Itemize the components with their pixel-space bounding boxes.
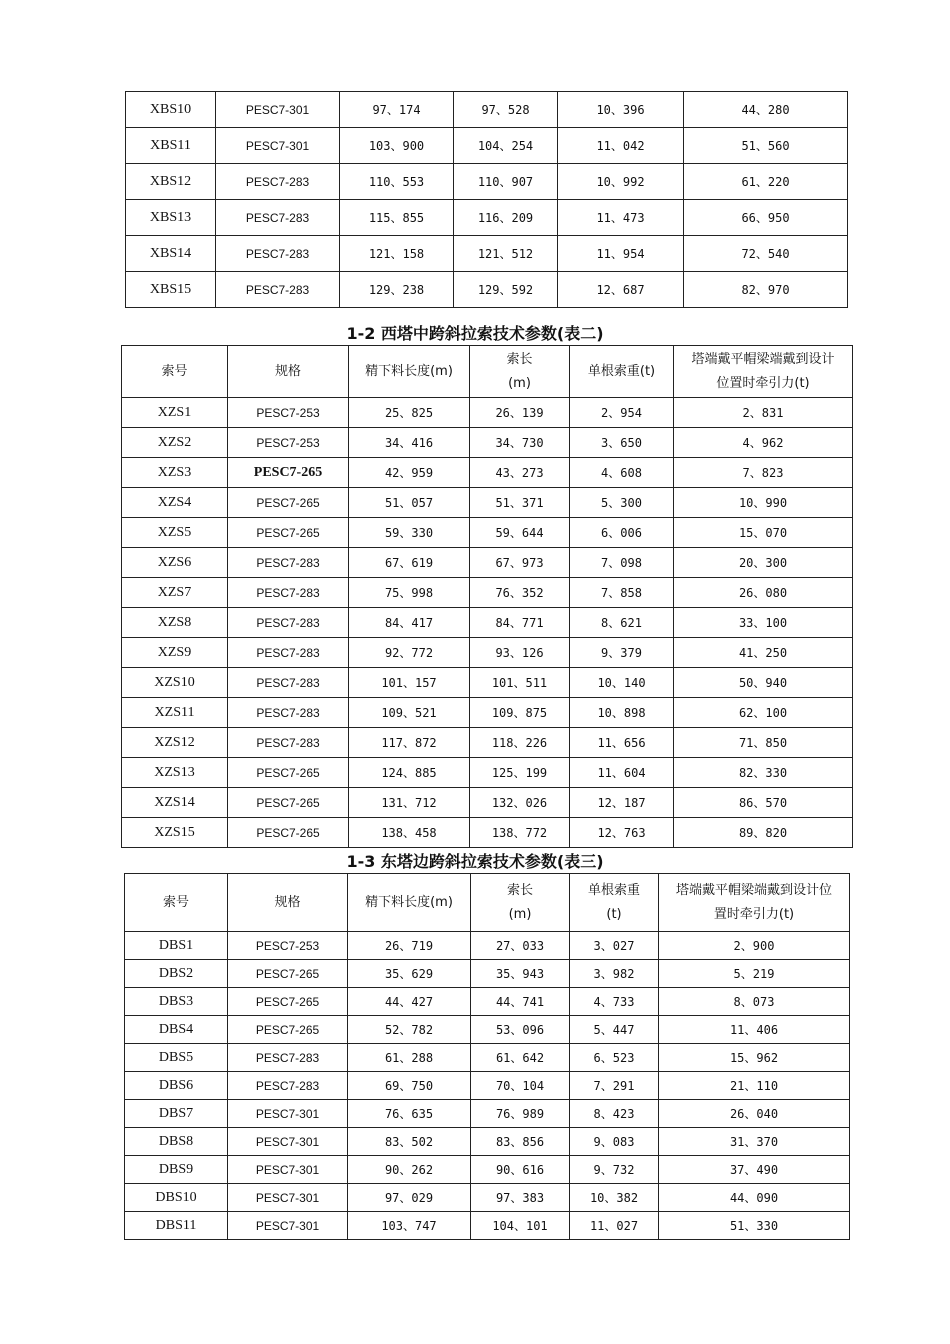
cell-cable-no: XZS15 bbox=[122, 818, 228, 848]
cell-cable-length: 34、730 bbox=[470, 428, 570, 458]
cell-unit-weight: 3、982 bbox=[570, 960, 659, 988]
cell-traction-force: 44、090 bbox=[659, 1184, 850, 1212]
table-row bbox=[122, 548, 853, 578]
cell-cable-no: XZS9 bbox=[122, 638, 228, 668]
cell-unit-weight: 3、650 bbox=[570, 428, 674, 458]
xzs-cable-table bbox=[121, 345, 853, 848]
cell-cable-length: 76、989 bbox=[471, 1100, 570, 1128]
cell-spec: PESC7-283 bbox=[228, 698, 349, 728]
table3-header-row bbox=[125, 874, 850, 932]
cell-traction-force: 61、220 bbox=[684, 164, 848, 200]
cell-unit-weight: 11、954 bbox=[558, 236, 684, 272]
header-cut-length: 精下料长度(m) bbox=[349, 346, 470, 398]
cell-cable-length: 104、254 bbox=[454, 128, 558, 164]
cell-spec: PESC7-283 bbox=[228, 578, 349, 608]
header-unit-weight: 单根索重(t) bbox=[570, 346, 674, 398]
cell-spec: PESC7-301 bbox=[228, 1100, 348, 1128]
cell-traction-force: 26、080 bbox=[674, 578, 853, 608]
table-row bbox=[122, 758, 853, 788]
cell-traction-force: 15、070 bbox=[674, 518, 853, 548]
table-row bbox=[126, 92, 848, 128]
cell-traction-force: 72、540 bbox=[684, 236, 848, 272]
cell-traction-force: 50、940 bbox=[674, 668, 853, 698]
cell-cable-no: XZS11 bbox=[122, 698, 228, 728]
cell-spec: PESC7-265 bbox=[228, 458, 349, 488]
cell-spec: PESC7-301 bbox=[216, 128, 340, 164]
cell-cable-length: 26、139 bbox=[470, 398, 570, 428]
cell-spec: PESC7-265 bbox=[228, 488, 349, 518]
cell-cable-no: XZS4 bbox=[122, 488, 228, 518]
cell-unit-weight: 9、732 bbox=[570, 1156, 659, 1184]
cell-traction-force: 8、073 bbox=[659, 988, 850, 1016]
cell-cable-no: XBS13 bbox=[126, 200, 216, 236]
cell-cut-length: 121、158 bbox=[340, 236, 454, 272]
table-row bbox=[125, 988, 850, 1016]
cell-unit-weight: 4、608 bbox=[570, 458, 674, 488]
table-row bbox=[122, 698, 853, 728]
cell-unit-weight: 7、858 bbox=[570, 578, 674, 608]
cell-unit-weight: 6、523 bbox=[570, 1044, 659, 1072]
cell-cut-length: 110、553 bbox=[340, 164, 454, 200]
cell-cable-length: 51、371 bbox=[470, 488, 570, 518]
cell-spec: PESC7-283 bbox=[228, 608, 349, 638]
cell-cable-length: 97、528 bbox=[454, 92, 558, 128]
cell-cable-no: DBS5 bbox=[125, 1044, 228, 1072]
cell-spec: PESC7-265 bbox=[228, 1016, 348, 1044]
table-row bbox=[126, 236, 848, 272]
header-cut-length: 精下料长度(m) bbox=[348, 874, 471, 932]
cell-cable-length: 83、856 bbox=[471, 1128, 570, 1156]
table-row bbox=[126, 128, 848, 164]
cell-traction-force: 82、330 bbox=[674, 758, 853, 788]
table-row bbox=[126, 164, 848, 200]
cell-traction-force: 20、300 bbox=[674, 548, 853, 578]
header-cable-length bbox=[471, 874, 570, 932]
cell-cable-length: 110、907 bbox=[454, 164, 558, 200]
cell-cut-length: 97、029 bbox=[348, 1184, 471, 1212]
cell-cable-no: DBS7 bbox=[125, 1100, 228, 1128]
cell-traction-force: 10、990 bbox=[674, 488, 853, 518]
cell-cut-length: 84、417 bbox=[349, 608, 470, 638]
cell-unit-weight: 11、473 bbox=[558, 200, 684, 236]
cell-spec: PESC7-283 bbox=[228, 728, 349, 758]
table-row bbox=[122, 788, 853, 818]
cell-unit-weight: 12、187 bbox=[570, 788, 674, 818]
cell-cut-length: 124、885 bbox=[349, 758, 470, 788]
table-row bbox=[122, 728, 853, 758]
cell-traction-force: 2、900 bbox=[659, 932, 850, 960]
cell-unit-weight: 9、083 bbox=[570, 1128, 659, 1156]
cell-traction-force: 62、100 bbox=[674, 698, 853, 728]
cell-spec: PESC7-301 bbox=[228, 1156, 348, 1184]
cell-cable-no: XZS2 bbox=[122, 428, 228, 458]
cell-cable-no: XZS13 bbox=[122, 758, 228, 788]
cell-cable-no: XZS8 bbox=[122, 608, 228, 638]
cell-cable-no: XZS5 bbox=[122, 518, 228, 548]
cell-spec: PESC7-301 bbox=[228, 1128, 348, 1156]
header-traction-line2: 位置时牵引力(t) bbox=[716, 375, 810, 391]
cell-cable-length: 121、512 bbox=[454, 236, 558, 272]
cell-spec: PESC7-283 bbox=[228, 668, 349, 698]
cell-cable-length: 116、209 bbox=[454, 200, 558, 236]
cell-cable-length: 53、096 bbox=[471, 1016, 570, 1044]
cell-unit-weight: 11、042 bbox=[558, 128, 684, 164]
cell-cut-length: 109、521 bbox=[349, 698, 470, 728]
cell-unit-weight: 2、954 bbox=[570, 398, 674, 428]
cell-spec: PESC7-265 bbox=[228, 518, 349, 548]
dbs-cable-table bbox=[124, 873, 850, 1240]
header-cable-length-line2: (m) bbox=[508, 375, 531, 391]
cell-cut-length: 69、750 bbox=[348, 1072, 471, 1100]
cell-unit-weight: 5、447 bbox=[570, 1016, 659, 1044]
table-row bbox=[122, 428, 853, 458]
cell-cut-length: 26、719 bbox=[348, 932, 471, 960]
cell-cable-length: 138、772 bbox=[470, 818, 570, 848]
cell-cut-length: 42、959 bbox=[349, 458, 470, 488]
cell-cable-no: XBS15 bbox=[126, 272, 216, 308]
cell-cable-no: DBS4 bbox=[125, 1016, 228, 1044]
cell-spec: PESC7-265 bbox=[228, 758, 349, 788]
cell-traction-force: 66、950 bbox=[684, 200, 848, 236]
cell-traction-force: 31、370 bbox=[659, 1128, 850, 1156]
cell-unit-weight: 5、300 bbox=[570, 488, 674, 518]
cell-traction-force: 21、110 bbox=[659, 1072, 850, 1100]
header-cable-length-line1: 索长 bbox=[506, 351, 533, 367]
cell-cut-length: 25、825 bbox=[349, 398, 470, 428]
cell-spec: PESC7-283 bbox=[216, 164, 340, 200]
table-row bbox=[125, 1072, 850, 1100]
cell-traction-force: 11、406 bbox=[659, 1016, 850, 1044]
cell-cable-length: 27、033 bbox=[471, 932, 570, 960]
header-spec: 规格 bbox=[228, 874, 348, 932]
cell-cable-length: 132、026 bbox=[470, 788, 570, 818]
table-row bbox=[125, 1128, 850, 1156]
cell-traction-force: 2、831 bbox=[674, 398, 853, 428]
cell-spec: PESC7-253 bbox=[228, 398, 349, 428]
cell-cable-length: 118、226 bbox=[470, 728, 570, 758]
cell-unit-weight: 4、733 bbox=[570, 988, 659, 1016]
table2-title: 1-2 西塔中跨斜拉索技术参数(表二) bbox=[346, 324, 604, 343]
cell-cable-length: 76、352 bbox=[470, 578, 570, 608]
cell-cable-length: 59、644 bbox=[470, 518, 570, 548]
cell-cut-length: 103、747 bbox=[348, 1212, 471, 1240]
cell-unit-weight: 10、992 bbox=[558, 164, 684, 200]
cell-cable-length: 61、642 bbox=[471, 1044, 570, 1072]
cell-spec: PESC7-283 bbox=[216, 200, 340, 236]
table-row bbox=[122, 398, 853, 428]
cell-cable-length: 67、973 bbox=[470, 548, 570, 578]
cell-cable-length: 104、101 bbox=[471, 1212, 570, 1240]
cell-cable-no: XBS12 bbox=[126, 164, 216, 200]
table-row bbox=[125, 1212, 850, 1240]
cell-traction-force: 44、280 bbox=[684, 92, 848, 128]
cell-cut-length: 67、619 bbox=[349, 548, 470, 578]
cell-unit-weight: 7、098 bbox=[570, 548, 674, 578]
cell-cable-no: XZS14 bbox=[122, 788, 228, 818]
cell-spec: PESC7-283 bbox=[228, 1072, 348, 1100]
header-unit-weight-line2: (t) bbox=[606, 906, 622, 922]
cell-traction-force: 41、250 bbox=[674, 638, 853, 668]
cell-spec: PESC7-283 bbox=[228, 1044, 348, 1072]
table3-title: 1-3 东塔边跨斜拉索技术参数(表三) bbox=[346, 852, 604, 871]
cell-cut-length: 97、174 bbox=[340, 92, 454, 128]
cell-unit-weight: 12、687 bbox=[558, 272, 684, 308]
cell-unit-weight: 6、006 bbox=[570, 518, 674, 548]
cell-cable-no: XBS14 bbox=[126, 236, 216, 272]
cell-unit-weight: 9、379 bbox=[570, 638, 674, 668]
cell-traction-force: 82、970 bbox=[684, 272, 848, 308]
cell-traction-force: 26、040 bbox=[659, 1100, 850, 1128]
cell-unit-weight: 11、027 bbox=[570, 1212, 659, 1240]
cell-cut-length: 75、998 bbox=[349, 578, 470, 608]
table-row bbox=[125, 1184, 850, 1212]
cell-spec: PESC7-301 bbox=[228, 1212, 348, 1240]
table2-header-row bbox=[122, 346, 853, 398]
cell-unit-weight: 7、291 bbox=[570, 1072, 659, 1100]
cell-traction-force: 33、100 bbox=[674, 608, 853, 638]
cell-unit-weight: 11、604 bbox=[570, 758, 674, 788]
cell-spec: PESC7-253 bbox=[228, 428, 349, 458]
xbs-cable-table bbox=[125, 91, 848, 308]
cell-cut-length: 44、427 bbox=[348, 988, 471, 1016]
header-traction-line1: 塔端戴平帽梁端戴到设计位 bbox=[675, 882, 832, 898]
cell-cut-length: 83、502 bbox=[348, 1128, 471, 1156]
cell-unit-weight: 8、423 bbox=[570, 1100, 659, 1128]
cell-cable-length: 97、383 bbox=[471, 1184, 570, 1212]
header-cable-length-line1: 索长 bbox=[506, 882, 533, 898]
cell-cable-no: XZS10 bbox=[122, 668, 228, 698]
table-row bbox=[125, 932, 850, 960]
table-row bbox=[122, 608, 853, 638]
cell-traction-force: 51、330 bbox=[659, 1212, 850, 1240]
header-cable-no: 索号 bbox=[122, 346, 228, 398]
cell-traction-force: 15、962 bbox=[659, 1044, 850, 1072]
cell-traction-force: 89、820 bbox=[674, 818, 853, 848]
cell-spec: PESC7-283 bbox=[216, 272, 340, 308]
cell-spec: PESC7-301 bbox=[216, 92, 340, 128]
cell-spec: PESC7-265 bbox=[228, 788, 349, 818]
cell-unit-weight: 10、382 bbox=[570, 1184, 659, 1212]
table-row bbox=[126, 272, 848, 308]
header-unit-weight bbox=[570, 874, 659, 932]
cell-cut-length: 101、157 bbox=[349, 668, 470, 698]
cell-cable-no: XZS3 bbox=[122, 458, 228, 488]
cell-unit-weight: 3、027 bbox=[570, 932, 659, 960]
cell-cable-no: XZS6 bbox=[122, 548, 228, 578]
cell-traction-force: 4、962 bbox=[674, 428, 853, 458]
cell-cable-no: DBS11 bbox=[125, 1212, 228, 1240]
cell-traction-force: 5、219 bbox=[659, 960, 850, 988]
cell-cable-length: 70、104 bbox=[471, 1072, 570, 1100]
cell-unit-weight: 10、396 bbox=[558, 92, 684, 128]
cell-cable-length: 109、875 bbox=[470, 698, 570, 728]
table-row bbox=[122, 518, 853, 548]
header-cable-length bbox=[470, 346, 570, 398]
cell-unit-weight: 11、656 bbox=[570, 728, 674, 758]
cell-traction-force: 71、850 bbox=[674, 728, 853, 758]
table-row bbox=[122, 488, 853, 518]
cell-spec: PESC7-253 bbox=[228, 932, 348, 960]
table-row bbox=[125, 1100, 850, 1128]
table-row bbox=[122, 578, 853, 608]
table-row bbox=[125, 1156, 850, 1184]
table-row bbox=[122, 638, 853, 668]
cell-cut-length: 51、057 bbox=[349, 488, 470, 518]
cell-traction-force: 51、560 bbox=[684, 128, 848, 164]
cell-traction-force: 37、490 bbox=[659, 1156, 850, 1184]
cell-spec: PESC7-283 bbox=[216, 236, 340, 272]
cell-spec: PESC7-283 bbox=[228, 638, 349, 668]
header-traction-line2: 置时牵引力(t) bbox=[713, 906, 795, 922]
cell-cut-length: 115、855 bbox=[340, 200, 454, 236]
cell-cable-no: XBS11 bbox=[126, 128, 216, 164]
table-row bbox=[125, 1016, 850, 1044]
cell-unit-weight: 10、140 bbox=[570, 668, 674, 698]
table-row bbox=[126, 200, 848, 236]
table-row bbox=[122, 668, 853, 698]
cell-spec: PESC7-265 bbox=[228, 960, 348, 988]
cell-cut-length: 34、416 bbox=[349, 428, 470, 458]
cell-cut-length: 117、872 bbox=[349, 728, 470, 758]
cell-traction-force: 7、823 bbox=[674, 458, 853, 488]
cell-cable-no: DBS9 bbox=[125, 1156, 228, 1184]
cell-cable-no: DBS2 bbox=[125, 960, 228, 988]
cell-cable-length: 35、943 bbox=[471, 960, 570, 988]
cell-cut-length: 90、262 bbox=[348, 1156, 471, 1184]
cell-cable-length: 129、592 bbox=[454, 272, 558, 308]
cell-cut-length: 76、635 bbox=[348, 1100, 471, 1128]
cell-cable-no: DBS1 bbox=[125, 932, 228, 960]
cell-cable-length: 93、126 bbox=[470, 638, 570, 668]
cell-cable-length: 44、741 bbox=[471, 988, 570, 1016]
cell-traction-force: 86、570 bbox=[674, 788, 853, 818]
cell-cable-no: XBS10 bbox=[126, 92, 216, 128]
header-traction-force bbox=[659, 874, 850, 932]
cell-cut-length: 35、629 bbox=[348, 960, 471, 988]
cell-unit-weight: 10、898 bbox=[570, 698, 674, 728]
cell-spec: PESC7-301 bbox=[228, 1184, 348, 1212]
cell-unit-weight: 12、763 bbox=[570, 818, 674, 848]
cell-cable-length: 84、771 bbox=[470, 608, 570, 638]
table-row bbox=[122, 458, 853, 488]
cell-cut-length: 59、330 bbox=[349, 518, 470, 548]
cell-unit-weight: 8、621 bbox=[570, 608, 674, 638]
cell-cable-no: XZS7 bbox=[122, 578, 228, 608]
cell-spec: PESC7-265 bbox=[228, 988, 348, 1016]
cell-cut-length: 131、712 bbox=[349, 788, 470, 818]
table-row bbox=[122, 818, 853, 848]
cell-cable-no: DBS6 bbox=[125, 1072, 228, 1100]
cell-spec: PESC7-265 bbox=[228, 818, 349, 848]
header-traction-line1: 塔端戴平帽梁端戴到设计 bbox=[691, 351, 835, 367]
cell-cable-no: DBS10 bbox=[125, 1184, 228, 1212]
header-cable-no: 索号 bbox=[125, 874, 228, 932]
cell-cable-length: 43、273 bbox=[470, 458, 570, 488]
table-row bbox=[125, 960, 850, 988]
cell-cut-length: 129、238 bbox=[340, 272, 454, 308]
header-unit-weight-line1: 单根索重 bbox=[587, 882, 640, 898]
table-row bbox=[125, 1044, 850, 1072]
cell-cut-length: 138、458 bbox=[349, 818, 470, 848]
cell-cable-no: XZS12 bbox=[122, 728, 228, 758]
header-cable-length-line2: (m) bbox=[508, 906, 532, 922]
cell-cable-no: DBS3 bbox=[125, 988, 228, 1016]
cell-cable-length: 101、511 bbox=[470, 668, 570, 698]
cell-cut-length: 52、782 bbox=[348, 1016, 471, 1044]
cell-cable-no: DBS8 bbox=[125, 1128, 228, 1156]
header-traction-force bbox=[674, 346, 853, 398]
cell-cut-length: 92、772 bbox=[349, 638, 470, 668]
cell-cut-length: 103、900 bbox=[340, 128, 454, 164]
cell-spec: PESC7-283 bbox=[228, 548, 349, 578]
cell-cable-no: XZS1 bbox=[122, 398, 228, 428]
header-spec: 规格 bbox=[228, 346, 349, 398]
cell-cable-length: 90、616 bbox=[471, 1156, 570, 1184]
cell-cut-length: 61、288 bbox=[348, 1044, 471, 1072]
cell-cable-length: 125、199 bbox=[470, 758, 570, 788]
